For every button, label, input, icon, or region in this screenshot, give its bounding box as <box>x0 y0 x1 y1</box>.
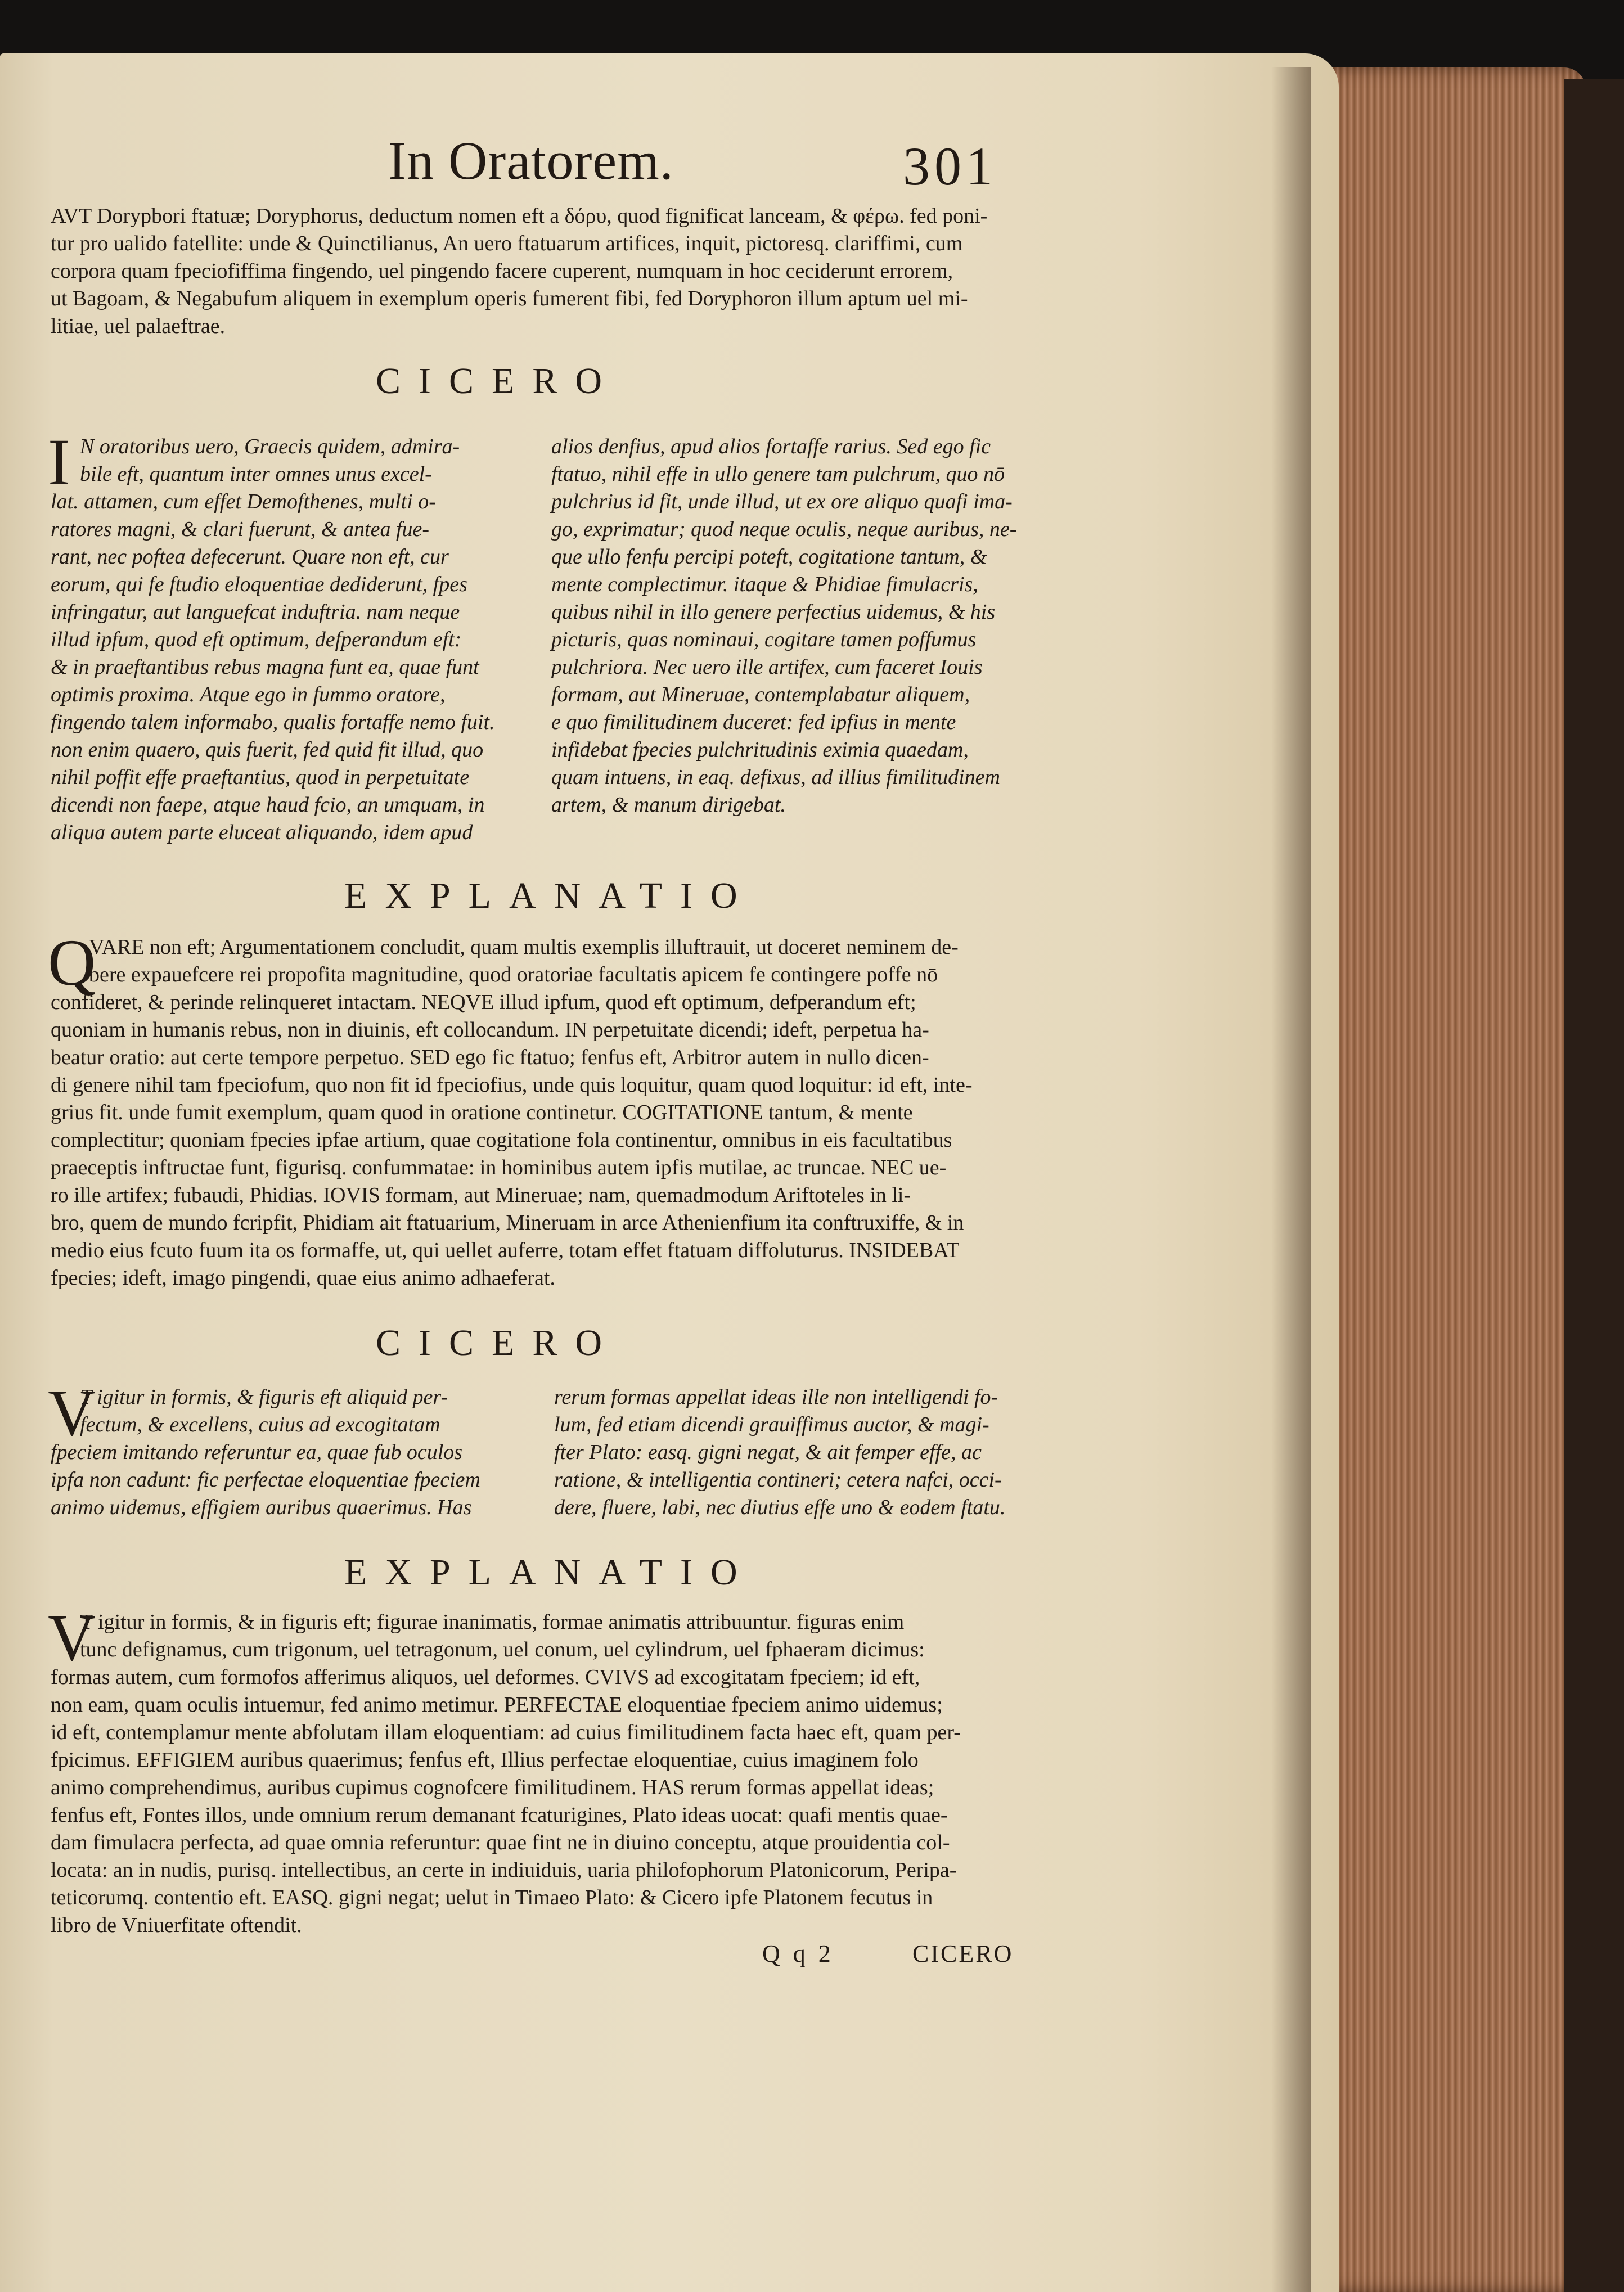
text-line: picturis, quas nominaui, cogitare tamen poffumus <box>551 628 977 651</box>
text-line: non eam, quam oculis intuemur, fed animo metimur. PERFECTAE eloquentiae fpeciem animo uidemus; <box>51 1693 943 1717</box>
text-line: T igitur in formis, & figuris eft aliquid per- <box>80 1385 448 1409</box>
text-line: medio eius fcuto fuum ita os formaffe, ut, qui uellet auferre, totam effet ftatuam diffoluturus. INSIDEBAT <box>51 1239 960 1262</box>
explanatio-1-text <box>51 934 1091 1292</box>
text-line: beatur oratio: aut certe tempore perpetuo. SED ego fic ftatuo; fenfus eft, Arbitror autem in nullo dicen- <box>51 1046 929 1069</box>
text-line: id eft, contemplamur mente abfolutam illam eloquentiam: ad cuius fimilitudinem facta haec eft, quam per- <box>51 1721 961 1744</box>
text-line: e quo fimilitudinem duceret: fed ipfius in mente <box>551 710 956 734</box>
text-line: fectum, & excellens, cuius ad excogitatam <box>80 1413 440 1437</box>
text-line: ro ille artifex; fubaudi, Phidias. IOVIS formam, aut Mineruae; nam, quemadmodum Ariftoteles in li- <box>51 1183 911 1207</box>
text-line: illud ipfum, quod eft optimum, defperandum eft: <box>51 628 462 651</box>
section-heading-cicero-2: CICERO <box>376 1322 620 1363</box>
drop-cap: V <box>48 1601 96 1674</box>
text-line: pulchriora. Nec uero ille artifex, cum faceret Iouis <box>551 655 983 679</box>
cicero-2-right-column <box>554 1384 1060 1521</box>
text-line: ratione, & intelligentia contineri; cetera nafci, occi- <box>554 1468 1002 1492</box>
text-line: animo comprehendimus, auribus cupimus cognofcere fimilitudinem. HAS rerum formas appellat ideas; <box>51 1776 934 1799</box>
text-line: AVT Dorypbori ftatuæ; Doryphorus, deductum nomen eft a δόρυ, quod fignificat lanceam, & φέρω. fed poni- <box>51 204 988 228</box>
text-line: go, exprimatur; quod neque oculis, neque auribus, ne- <box>551 517 1017 541</box>
text-line: ratores magni, & clari fuerunt, & antea fue- <box>51 517 430 541</box>
text-line: quam intuens, in eaq. defixus, ad illius fimilitudinem <box>551 765 1000 789</box>
text-line: non enim quaero, quis fuerit, fed quid fit illud, quo <box>51 738 484 762</box>
text-line: grius fit. unde fumit exemplum, quam quod in oratione continetur. COGITATIONE tantum, & mente <box>51 1101 913 1124</box>
section-heading-cicero-1: CICERO <box>376 361 620 402</box>
section-heading-explanatio-1: EXPLANATIO <box>344 875 755 916</box>
text-line: animo uidemus, effigiem auribus quaerimus. Has <box>51 1496 472 1519</box>
text-line: fpeciem imitando referuntur ea, quae fub oculos <box>51 1440 463 1464</box>
text-line: fpecies; ideft, imago pingendi, quae eius animo adhaeferat. <box>51 1266 555 1290</box>
text-line: fpicimus. EFFIGIEM auribus quaerimus; fenfus eft, Illius perfectae eloquentiae, cuius imaginem folo <box>51 1748 919 1772</box>
drop-cap: I <box>48 425 70 499</box>
page-number: 301 <box>903 136 997 196</box>
text-line: ftatuo, nihil effe in ullo genere tam pulchrum, quo nō <box>551 462 1005 486</box>
text-line: rant, nec poftea defecerunt. Quare non eft, cur <box>51 545 449 569</box>
text-line: fenfus eft, Fontes illos, unde omnium rerum demanant fcaturigines, Plato ideas uocat: quafi mentis quae- <box>51 1803 948 1827</box>
text-line: VARE non eft; Argumentationem concludit, quam multis exemplis illuftrauit, ut doceret neminem de- <box>89 935 959 959</box>
text-line: optimis proxima. Atque ego in fummo oratore, <box>51 683 446 706</box>
text-line: que ullo fenfu percipi poteft, cogitatione tantum, & <box>551 545 987 569</box>
text-line: litiae, uel palaeftrae. <box>51 314 226 338</box>
text-line: pulchrius id fit, unde illud, ut ex ore aliquo quafi ima- <box>551 490 1013 514</box>
text-line: locata: an in nudis, purisq. intellectibus, an certe in indiuiduis, uaria philofophorum Platonicorum, Peripa- <box>51 1858 957 1882</box>
text-line: infidebat fpecies pulchritudinis eximia quaedam, <box>551 738 969 762</box>
text-line: libro de Vniuerfitate oftendit. <box>51 1913 302 1937</box>
signature-mark: Q q 2 <box>762 1940 834 1967</box>
text-line: mente complectimur. itaque & Phidiae fimulacris, <box>551 573 978 596</box>
text-line: bere expauefcere rei propofita magnitudine, quod oratoriae facultatis apicem fe contingere poffe nō <box>89 963 938 987</box>
text-line: alios denfius, apud alios fortaffe rarius. Sed ego fic <box>551 435 991 458</box>
text-line: ipfa non cadunt: fic perfectae eloquentiae fpeciem <box>51 1468 480 1492</box>
catchword: CICERO <box>912 1940 1014 1967</box>
page-gutter-shadow <box>1271 67 1311 2292</box>
text-line: lat. attamen, cum effet Demofthenes, multi o- <box>51 490 436 514</box>
text-line: bro, quem de mundo fcripfit, Phidiam ait ftatuarium, Mineruam in arce Athenienfium ita conftruxiffe, & in <box>51 1211 964 1235</box>
text-line: di genere nihil tam fpeciofum, quo non fit id fpeciofius, unde quis loquitur, quam quod loquitur: id eft, inte- <box>51 1073 973 1097</box>
text-line: fter Plato: easq. gigni negat, & ait femper effe, ac <box>554 1440 982 1464</box>
text-line: dam fimulacra perfecta, ad quae omnia referuntur: quae fint ne in diuino conceptu, atque prouidentia col- <box>51 1831 950 1854</box>
drop-cap: V <box>48 1376 96 1449</box>
text-line: ut Bagoam, & Negabufum aliquem in exemplum operis fumerent fibi, fed Doryphoron illum aptum uel mi- <box>51 287 968 310</box>
text-line: fingendo talem informabo, qualis fortaffe nemo fuit. <box>51 710 495 734</box>
text-line: lum, fed etiam dicendi grauiffimus auctor, & magi- <box>554 1413 989 1437</box>
text-line: quibus nihil in illo genere perfectius uidemus, & his <box>551 600 996 624</box>
cicero-1-right-column <box>551 433 1058 819</box>
text-line: rerum formas appellat ideas ille non intelligendi fo- <box>554 1385 998 1409</box>
book-spine-shadow <box>1564 79 1624 2292</box>
text-line: quoniam in humanis rebus, non in diuinis, eft collocandum. IN perpetuitate dicendi; ideft, perpetua ha- <box>51 1018 929 1042</box>
text-line: infringatur, aut languefcat induftria. nam neque <box>51 600 460 624</box>
text-line: N oratoribus uero, Graecis quidem, admira- <box>80 435 460 458</box>
section-heading-explanatio-2: EXPLANATIO <box>344 1552 755 1593</box>
text-line: tunc defignamus, cum trigonum, uel tetragonum, uel conum, uel cylindrum, uel fphaeram dicimus: <box>80 1638 925 1661</box>
text-line: tur pro ualido fatellite: unde & Quinctilianus, An uero ftatuarum artifices, inquit, pictoresq. clariffimi, cum <box>51 232 963 255</box>
text-line: nihil poffit effe praeftantius, quod in perpetuitate <box>51 765 470 789</box>
text-line: T igitur in formis, & in figuris eft; figurae inanimatis, formae animatis attribuuntur. figuras enim <box>80 1610 905 1634</box>
text-line: corpora quam fpeciofiffima fingendo, uel pingendo facere cuperent, numquam in hoc ceciderunt errorem, <box>51 259 953 283</box>
text-line: artem, & manum dirigebat. <box>551 793 786 817</box>
drop-cap: Q <box>48 926 96 999</box>
intro-commentary <box>51 202 1086 340</box>
text-line: eorum, qui fe ftudio eloquentiae dediderunt, fpes <box>51 573 467 596</box>
text-line: confideret, & perinde relinqueret intactam. NEQVE illud ipfum, quod eft optimum, defperandum eft; <box>51 990 916 1014</box>
text-line: & in praeftantibus rebus magna funt ea, quae funt <box>51 655 479 679</box>
explanatio-2-text <box>51 1609 1091 1939</box>
text-line: formam, aut Mineruae, contemplabatur aliquem, <box>551 683 970 706</box>
text-line: praeceptis inftructae funt, figurisq. confummatae: in hominibus autem ipfis mutilae, ac truncae. NEC ue- <box>51 1156 947 1179</box>
text-line: complectitur; quoniam fpecies ipfae artium, quae cogitatione fola continentur, omnibus in eis facultatibus <box>51 1128 952 1152</box>
running-title: In Oratorem. <box>388 130 674 191</box>
text-line: dicendi non faepe, atque haud fcio, an umquam, in <box>51 793 485 817</box>
cicero-2-left-column <box>51 1384 534 1521</box>
text-line: dere, fluere, labi, nec diutius effe uno & eodem ftatu. <box>554 1496 1006 1519</box>
text-line: bile eft, quantum inter omnes unus excel- <box>80 462 432 486</box>
cicero-1-left-column <box>51 433 534 846</box>
text-line: teticorumq. contentio eft. EASQ. gigni negat; uelut in Timaeo Plato: & Cicero ipfe Platonem fecutus in <box>51 1886 933 1910</box>
text-line: aliqua autem parte eluceat aliquando, idem apud <box>51 821 473 844</box>
text-line: formas autem, cum formofos afferimus aliquos, uel deformes. CVIVS ad excogitatam fpeciem; id eft, <box>51 1665 920 1689</box>
